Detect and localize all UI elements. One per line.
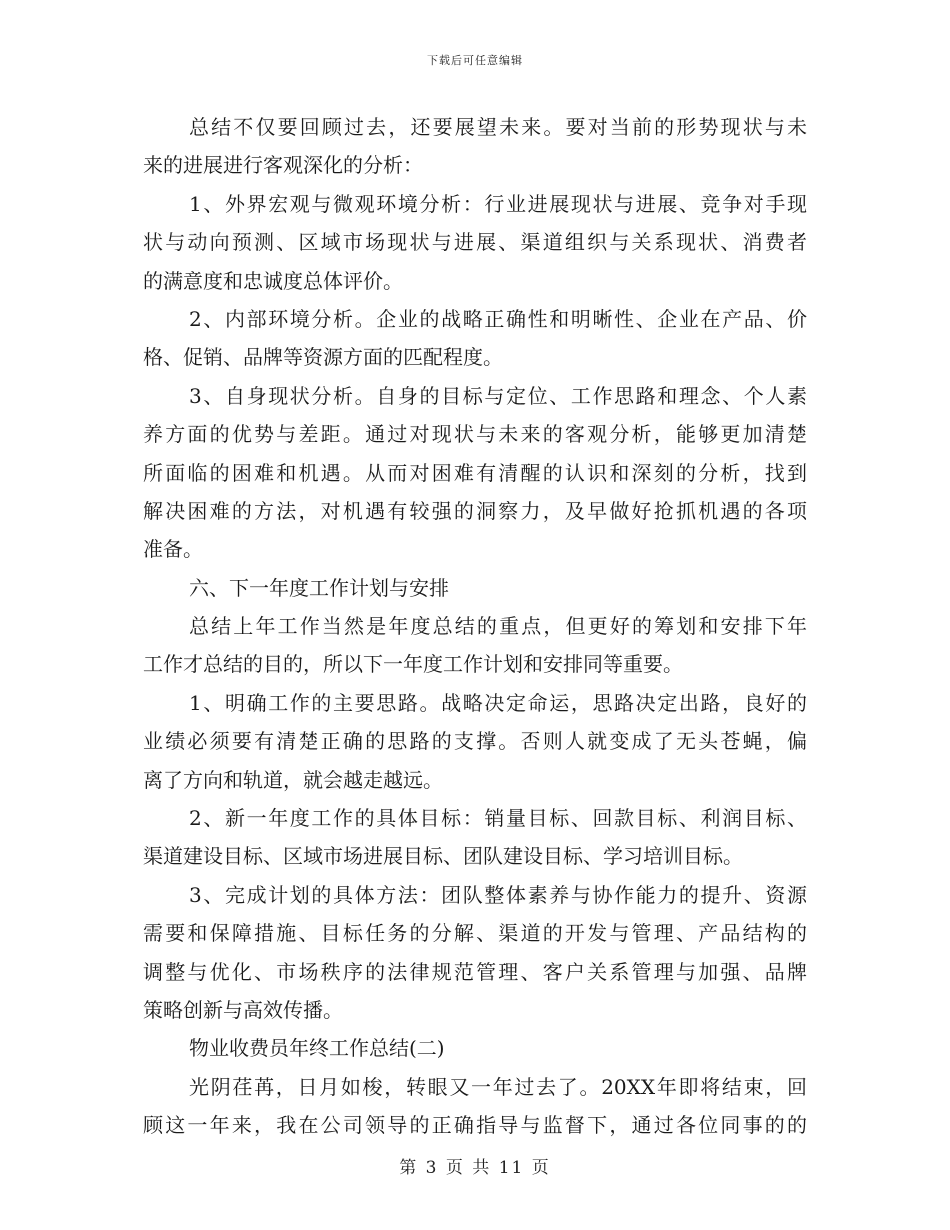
body-line: 状与动向预测、区域市场现状与进展、渠道组织与关系现状、消费者 <box>143 230 807 255</box>
body-line: 策略创新与高效传播。 <box>143 997 343 1022</box>
body-line: 离了方向和轨道，就会越走越远。 <box>143 767 443 792</box>
section-heading: 六、下一年度工作计划与安排 <box>189 575 449 600</box>
document-body <box>143 108 807 1145</box>
body-line: 养方面的优势与差距。通过对现状与未来的客观分析，能够更加清楚 <box>143 422 807 447</box>
body-line: 格、促销、品牌等资源方面的匹配程度。 <box>143 345 503 370</box>
page-label-prefix: 第 <box>399 1158 419 1178</box>
page-label-suffix: 页 <box>531 1158 551 1178</box>
body-line: 1、明确工作的主要思路。战略决定命运，思路决定出路，良好的 <box>189 690 807 715</box>
body-line: 来的进展进行客观深化的分析： <box>143 153 423 178</box>
page-header-note: 下载后可任意编辑 <box>427 54 523 67</box>
body-line: 总结不仅要回顾过去，还要展望未来。要对当前的形势现状与未 <box>189 115 807 139</box>
body-line: 1、外界宏观与微观环境分析：行业进展现状与进展、竞争对手现 <box>189 191 807 216</box>
total-pages-number: 11 <box>498 1158 525 1178</box>
body-line: 2、新一年度工作的具体目标：销量目标、回款目标、利润目标、 <box>189 806 807 831</box>
current-page-number: 3 <box>425 1158 439 1178</box>
body-line: 所面临的困难和机遇。从而对困难有清醒的认识和深刻的分析，找到 <box>143 460 807 485</box>
body-line: 2、内部环境分析。企业的战略正确性和明晰性、企业在产品、价 <box>189 306 807 331</box>
page-label-mid: 页 共 <box>445 1158 492 1178</box>
body-line: 解决困难的方法，对机遇有较强的洞察力，及早做好抢抓机遇的各项 <box>143 498 807 523</box>
page-footer <box>0 1153 950 1178</box>
body-line: 工作才总结的目的，所以下一年度工作计划和安排同等重要。 <box>143 652 683 677</box>
body-line: 准备。 <box>143 537 203 562</box>
body-line: 渠道建设目标、区域市场进展目标、团队建设目标、学习培训目标。 <box>143 844 743 869</box>
body-line: 光阴荏苒，日月如梭，转眼又一年过去了。20XX年即将结束，回 <box>189 1074 807 1099</box>
body-line: 3、完成计划的具体方法：团队整体素养与协作能力的提升、资源 <box>189 882 807 907</box>
body-line: 总结上年工作当然是年度总结的重点，但更好的筹划和安排下年 <box>189 614 807 639</box>
body-line: 业绩必须要有清楚正确的思路的支撑。否则人就变成了无头苍蝇，偏 <box>143 729 807 754</box>
article-title: 物业收费员年终工作总结(二) <box>189 1036 445 1061</box>
body-line: 的满意度和忠诚度总体评价。 <box>143 268 403 293</box>
body-line: 调整与优化、市场秩序的法律规范管理、客户关系管理与加强、品牌 <box>143 959 807 984</box>
body-line: 顾这一年来，我在公司领导的正确指导与监督下，通过各位同事的的 <box>143 1113 807 1138</box>
body-line: 需要和保障措施、目标任务的分解、渠道的开发与管理、产品结构的 <box>143 921 807 946</box>
body-line: 3、自身现状分析。自身的目标与定位、工作思路和理念、个人素 <box>189 383 807 408</box>
